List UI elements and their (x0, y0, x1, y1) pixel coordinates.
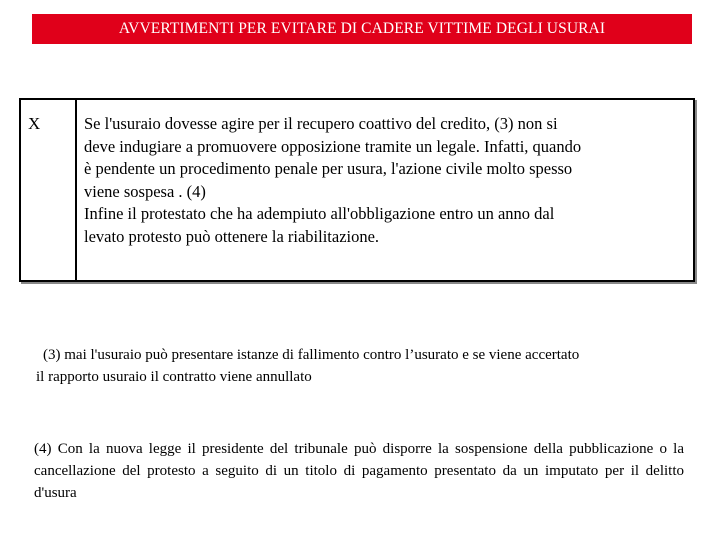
item-number: X (28, 114, 41, 133)
item-line: Infine il protestato che ha adempiuto all'obbligazione entro un anno dal (84, 204, 555, 223)
footnote-3 (36, 344, 696, 388)
advice-item-box (19, 98, 695, 282)
item-line: deve indugiare a promuovere opposizione tramite un legale. Infatti, quando (84, 136, 582, 156)
page-title: AVVERTIMENTI PER EVITARE DI CADERE VITTIME DEGLI USURAI (118, 20, 606, 37)
footnote-4: (4) Con la nuova legge il presidente del tribunale può disporre la sospensione della pubblicazione o la cancellazione del protesto a seguito di un titolo di pagamento presentato da un imputato per il delitto d'usura (34, 441, 684, 501)
footnote-line: (3) mai l'usuraio può presentare istanze di fallimento contro l’usurato e se viene accertato (43, 347, 580, 363)
item-line: viene sospesa . (4) (84, 181, 206, 201)
item-text (84, 113, 687, 248)
column-divider (75, 100, 77, 280)
item-line: levato protesto può ottenere la riabilitazione. (84, 226, 380, 246)
page-title-banner (32, 14, 692, 44)
footnote-line: il rapporto usuraio il contratto viene annullato (36, 369, 312, 385)
item-line: è pendente un procedimento penale per usura, l'azione civile molto spesso (84, 159, 573, 178)
item-line: Se l'usuraio dovesse agire per il recupero coattivo del credito, (3) non si (84, 114, 558, 133)
